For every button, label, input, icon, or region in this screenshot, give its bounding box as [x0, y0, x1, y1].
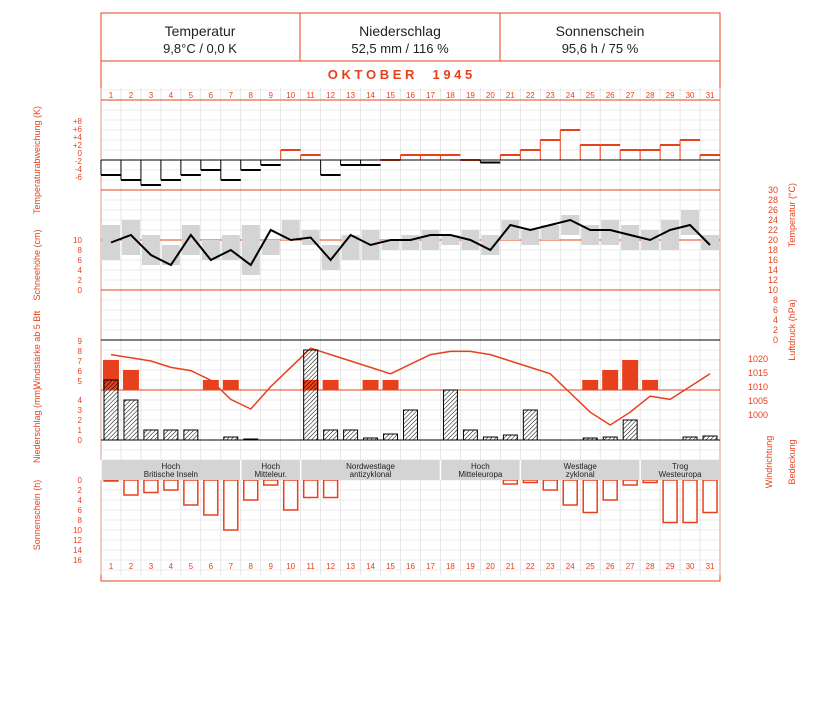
temp-range-bar [242, 225, 260, 275]
temp-range-bar [182, 225, 200, 255]
day-label-top: 31 [705, 91, 715, 100]
day-label-top: 18 [445, 91, 455, 100]
day-label-top: 20 [485, 91, 495, 100]
day-label-top: 6 [208, 91, 214, 100]
anomaly-tick: +8 [72, 117, 82, 126]
anomaly-tick: 0 [77, 149, 82, 158]
anomaly-tick: +2 [72, 141, 82, 150]
day-label-top: 23 [545, 91, 555, 100]
precipitation-bar [703, 436, 717, 440]
day-label-top: 4 [168, 91, 174, 100]
precip-tick: 4 [77, 396, 82, 405]
temp-range-bar [561, 215, 579, 235]
day-label-bottom: 8 [248, 562, 253, 571]
wind-bar [602, 370, 618, 390]
wind-bar [642, 380, 658, 390]
day-label-bottom: 31 [705, 562, 715, 571]
sunshine-bar [623, 480, 637, 485]
precipitation-bar [144, 430, 158, 440]
precipitation-bar [344, 430, 358, 440]
day-label-top: 12 [326, 91, 336, 100]
precipitation-bar [104, 380, 118, 440]
sunshine-bar [284, 480, 298, 510]
sunshine-bar [663, 480, 677, 523]
temp-range-bar [222, 235, 240, 260]
temp-range-bar [701, 235, 719, 250]
weather-type-line1: Westlage [563, 462, 597, 471]
precipitation-bar [124, 400, 138, 440]
sunshine-bar [304, 480, 318, 498]
day-label-bottom: 13 [346, 562, 356, 571]
day-label-top: 9 [268, 91, 273, 100]
day-label-bottom: 17 [426, 562, 435, 571]
anomaly-tick: -2 [74, 157, 82, 166]
day-label-top: 22 [525, 91, 535, 100]
month-title: O K T O B E R 1 9 4 5 [327, 67, 473, 82]
wind-tick: 7 [77, 357, 82, 366]
precipitation-bar [523, 410, 537, 440]
day-label-top: 25 [585, 91, 595, 100]
sunshine-bar [324, 480, 338, 498]
day-label-bottom: 6 [208, 562, 214, 571]
day-label-bottom: 18 [445, 562, 455, 571]
day-label-bottom: 20 [485, 562, 495, 571]
wind-bar [582, 380, 598, 390]
day-label-bottom: 30 [685, 562, 695, 571]
temperature-tick: 8 [772, 295, 778, 305]
day-label-top: 29 [665, 91, 675, 100]
sunshine-bar [164, 480, 178, 490]
pressure-tick: 1015 [747, 368, 768, 378]
weather-type-band [101, 460, 720, 480]
temperature-tick: 20 [767, 235, 778, 245]
precipitation-bar [384, 434, 398, 440]
day-label-top: 26 [605, 91, 615, 100]
precip-axis-label: Niederschlag (mm) [32, 386, 42, 464]
day-label-bottom: 26 [605, 562, 615, 571]
day-label-bottom: 7 [228, 562, 234, 571]
pressure-tick: 1005 [747, 396, 768, 406]
day-label-bottom: 24 [565, 562, 575, 571]
sunshine-bar [144, 480, 158, 493]
sunshine-bar [703, 480, 717, 513]
day-label-bottom: 25 [585, 562, 595, 571]
precip-tick: 1 [77, 426, 82, 435]
sunshine-tick: 16 [73, 556, 82, 565]
weather-type-line1: Nordwestlage [346, 462, 396, 471]
weather-type-line2: Mitteleur. [254, 470, 287, 479]
temperature-tick: 12 [767, 275, 778, 285]
day-label-top: 28 [645, 91, 655, 100]
header-panel [101, 13, 720, 61]
temperature-tick: 16 [767, 255, 778, 265]
day-label-top: 8 [248, 91, 253, 100]
pressure-tick: 1000 [747, 410, 768, 420]
day-label-bottom: 10 [286, 562, 296, 571]
sunshine-value: 95,6 h / 75 % [561, 41, 639, 56]
pressure-axis-label: Luftdruck (hPa) [787, 299, 797, 361]
day-label-bottom: 19 [465, 562, 475, 571]
sunshine-tick: 2 [77, 486, 82, 495]
temperature-tick: 26 [767, 205, 778, 215]
day-label-top: 5 [188, 91, 194, 100]
weather-type-line1: Hoch [471, 462, 490, 471]
day-label-top: 10 [286, 91, 296, 100]
pressure-tick: 1020 [747, 354, 768, 364]
pressure-tick: 1010 [747, 382, 768, 392]
temp-range-bar [402, 235, 420, 250]
sunshine-tick: 10 [73, 526, 82, 535]
anomaly-tick: +6 [72, 125, 82, 134]
snow-tick: 8 [77, 246, 82, 255]
wind-bar [622, 360, 638, 390]
sunshine-bar [224, 480, 238, 530]
day-label-top: 3 [148, 91, 154, 100]
day-label-top: 24 [565, 91, 575, 100]
sunshine-bar [244, 480, 258, 500]
day-label-top: 1 [108, 91, 114, 100]
temperature-tick: 14 [767, 265, 778, 275]
day-label-top: 30 [685, 91, 695, 100]
sunshine-bar [184, 480, 198, 505]
weather-type-line1: Hoch [161, 462, 181, 471]
day-label-top: 19 [465, 91, 475, 100]
snow-tick: 10 [73, 236, 82, 245]
anomaly-tick: -4 [74, 165, 82, 174]
day-label-top: 14 [366, 91, 376, 100]
temp-range-bar [501, 220, 519, 240]
day-label-top: 17 [426, 91, 435, 100]
temp-range-bar [481, 235, 499, 255]
precipitation-bar [463, 430, 477, 440]
day-label-top: 2 [128, 91, 134, 100]
temperature-label: Temperatur [164, 23, 236, 39]
precipitation-bar [404, 410, 418, 440]
day-label-top: 21 [505, 91, 515, 100]
sunshine-tick: 6 [77, 506, 82, 515]
weather-type-line1: Hoch [261, 462, 281, 471]
precipitation-label: Niederschlag [359, 23, 441, 39]
weather-type-line1: Trog [671, 462, 689, 471]
wind-tick: 9 [77, 337, 82, 346]
day-label-bottom: 29 [665, 562, 675, 571]
weather-type-line2: Westeuropa [658, 470, 702, 479]
precip-tick: 0 [77, 436, 82, 445]
sunshine-bar [603, 480, 617, 500]
wind-bar [323, 380, 339, 390]
sunshine-bar [264, 480, 278, 485]
temperature-tick: 4 [772, 315, 778, 325]
day-label-bottom: 5 [188, 562, 194, 571]
sunshine-tick: 0 [77, 476, 82, 485]
precipitation-bar [184, 430, 198, 440]
day-label-bottom: 22 [525, 562, 535, 571]
temperature-tick: 10 [767, 285, 778, 295]
sunshine-bar [583, 480, 597, 513]
day-label-bottom: 2 [128, 562, 134, 571]
day-label-bottom: 14 [366, 562, 376, 571]
temp-range-bar [421, 230, 439, 250]
precipitation-bar [164, 430, 178, 440]
sunshine-bar [503, 480, 517, 484]
sunshine-label: Sonnenschein [555, 23, 645, 39]
temperature-tick: 28 [767, 195, 778, 205]
day-label-bottom: 21 [505, 562, 515, 571]
precip-tick: 2 [77, 416, 82, 425]
temp-range-bar [581, 225, 599, 245]
day-label-top: 7 [228, 91, 234, 100]
sunshine-tick: 4 [77, 496, 82, 505]
sunshine-axis-label: Sonnenschein (h) [32, 479, 42, 551]
wind-tick: 6 [77, 367, 82, 376]
wind-bar [223, 380, 239, 390]
snow-tick: 6 [77, 256, 82, 265]
sunshine-bar [104, 480, 118, 481]
wind-direction-axis-label: Windrichtung [764, 435, 774, 489]
sunshine-bar [643, 480, 657, 483]
cloud-cover-axis-label: Bedeckung [787, 439, 797, 485]
sunshine-bar [683, 480, 697, 523]
snow-axis-label: Schneehöhe (cm) [32, 229, 42, 301]
weather-type-line2: Britische Inseln [143, 470, 199, 479]
day-label-bottom: 28 [645, 562, 655, 571]
wind-bar [363, 380, 379, 390]
temperature-tick: 30 [767, 185, 778, 195]
day-label-bottom: 16 [406, 562, 415, 571]
precipitation-bar [623, 420, 637, 440]
day-label-top: 11 [306, 91, 315, 100]
temperature-tick: 22 [767, 225, 778, 235]
day-label-bottom: 11 [306, 562, 315, 571]
day-label-top: 13 [346, 91, 356, 100]
precipitation-bar [304, 350, 318, 440]
day-label-bottom: 3 [148, 562, 154, 571]
anomaly-tick: -6 [74, 173, 82, 182]
weather-type-line2: Mitteleuropa [458, 470, 503, 479]
sunshine-bar [523, 480, 537, 483]
temp-range-bar [521, 230, 539, 245]
temperature-tick: 2 [772, 325, 778, 335]
day-label-top: 27 [625, 91, 635, 100]
day-label-top: 16 [406, 91, 415, 100]
temp-anomaly-axis-label: Temperaturabweichung (K) [32, 105, 42, 215]
temperature-tick: 0 [772, 335, 778, 345]
sunshine-bar [543, 480, 557, 490]
temp-range-bar [661, 220, 679, 250]
precipitation-value: 52,5 mm / 116 % [351, 41, 449, 56]
day-label-bottom: 4 [168, 562, 174, 571]
temp-range-bar [322, 245, 340, 270]
day-label-bottom: 9 [268, 562, 273, 571]
sunshine-tick: 8 [77, 516, 82, 525]
day-label-bottom: 1 [108, 562, 114, 571]
precip-tick: 3 [77, 406, 82, 415]
day-label-bottom: 15 [386, 562, 395, 571]
day-label-top: 15 [386, 91, 395, 100]
temperature-tick: 18 [767, 245, 778, 255]
sunshine-tick: 12 [73, 536, 82, 545]
sunshine-bar [204, 480, 218, 515]
wind-tick: 5 [77, 377, 82, 386]
precipitation-bar [503, 435, 517, 440]
snow-tick: 4 [77, 266, 82, 275]
wind-axis-label: Windstärke ab 5 Bft [32, 310, 42, 390]
temperature-tick: 24 [767, 215, 778, 225]
day-label-bottom: 12 [326, 562, 336, 571]
day-label-bottom: 23 [545, 562, 555, 571]
wind-tick: 8 [77, 347, 82, 356]
snow-tick: 2 [77, 276, 82, 285]
wind-bar [383, 380, 399, 390]
temperature-tick: 6 [772, 305, 778, 315]
wind-bar [203, 380, 219, 390]
sunshine-bar [563, 480, 577, 505]
sunshine-bar [124, 480, 138, 495]
temperature-value: 9,8°C / 0,0 K [163, 41, 237, 56]
snow-tick: 0 [77, 286, 82, 295]
precipitation-bar [443, 390, 457, 440]
sunshine-tick: 14 [73, 546, 82, 555]
weather-type-line2: antizyklonal [349, 470, 392, 479]
precipitation-bar [324, 430, 338, 440]
temperature-axis-label: Temperatur (°C) [787, 182, 797, 248]
anomaly-tick: +4 [72, 133, 82, 142]
weather-type-line2: zyklonal [565, 470, 595, 479]
day-label-bottom: 27 [625, 562, 635, 571]
wind-bar [123, 370, 139, 390]
